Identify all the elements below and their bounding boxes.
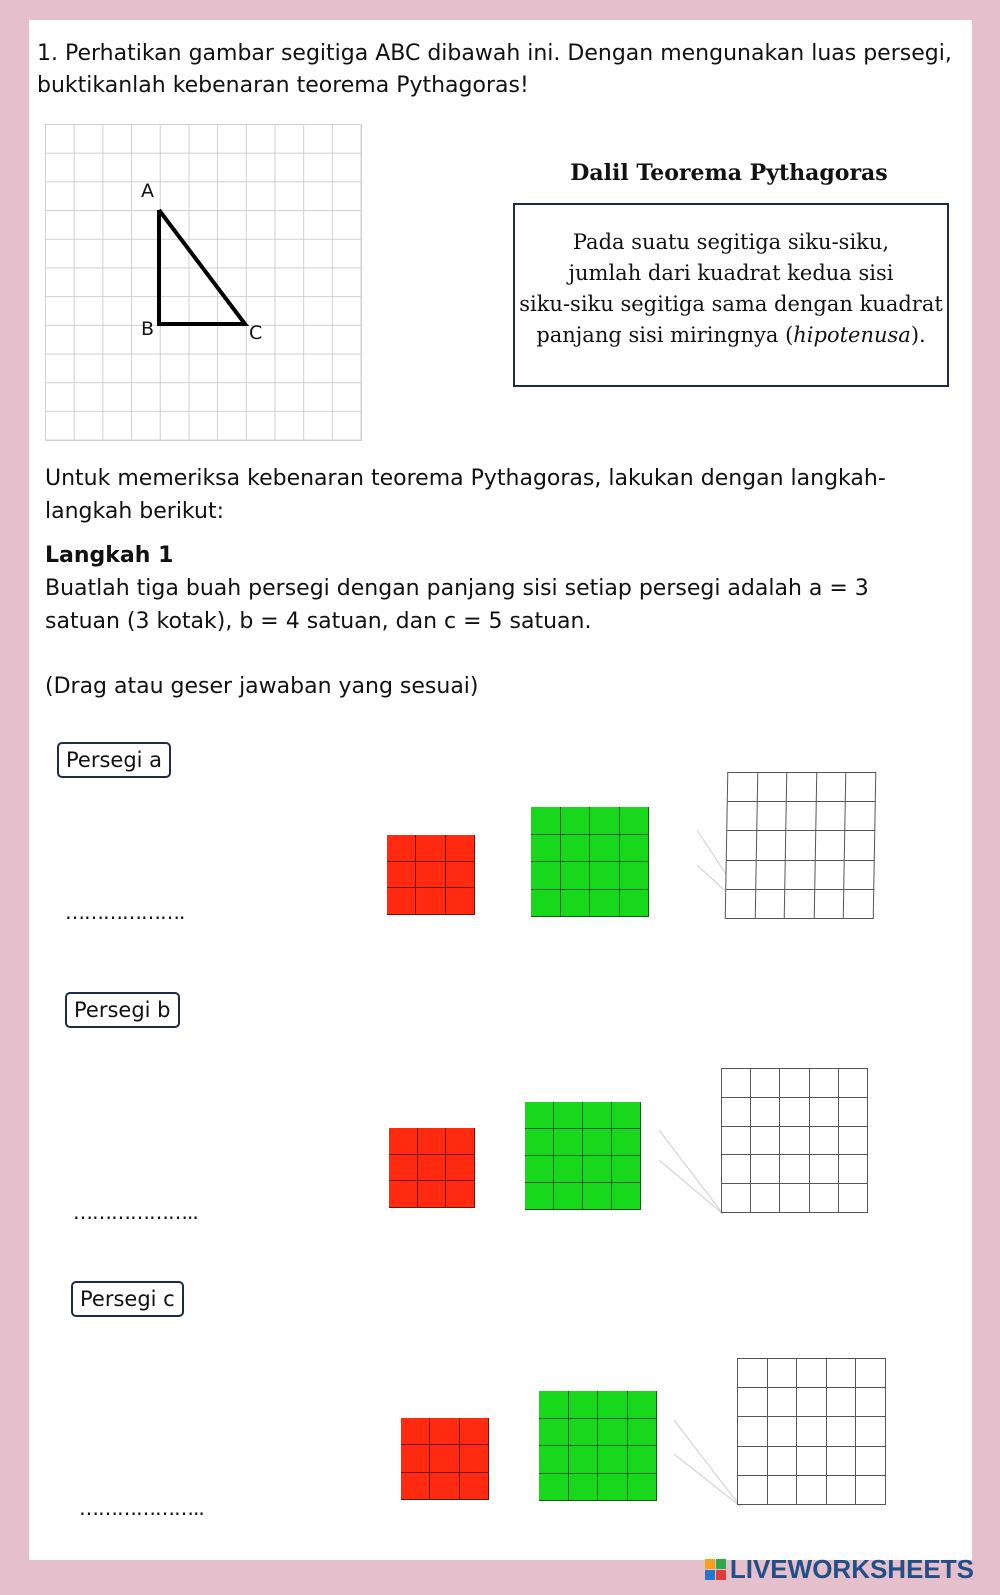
square-cell	[446, 1181, 475, 1208]
square-cell	[612, 1183, 641, 1210]
square-cell	[628, 1474, 658, 1502]
square-cell	[416, 862, 445, 889]
square-cell	[539, 1419, 569, 1447]
square-cell	[583, 1129, 612, 1156]
dalil-line: panjang sisi miringnya (hipotenusa).	[536, 323, 926, 347]
square-cell	[525, 1129, 554, 1156]
square-cell	[531, 862, 561, 890]
square-cell	[846, 802, 876, 831]
square-cell	[751, 1098, 780, 1127]
square-cell	[569, 1391, 599, 1419]
square-cell	[810, 1098, 839, 1127]
decorative-lines	[659, 1120, 725, 1216]
square-cell	[389, 1128, 418, 1155]
square-cell	[539, 1391, 569, 1419]
square-cell	[554, 1129, 583, 1156]
square-cell	[446, 1155, 475, 1182]
square-cell	[446, 862, 475, 889]
square-cell	[598, 1474, 628, 1502]
green-square-option[interactable]	[525, 1102, 641, 1210]
grid-figure	[45, 124, 362, 441]
square-cell	[554, 1183, 583, 1210]
square-cell	[797, 1476, 827, 1505]
square-cell	[845, 861, 875, 890]
square-cell	[418, 1128, 447, 1155]
square-cell	[727, 831, 757, 860]
dalil-line: jumlah dari kuadrat kedua sisi	[568, 261, 894, 285]
square-cell	[612, 1102, 641, 1129]
square-cell	[768, 1359, 798, 1388]
square-cell	[768, 1447, 798, 1476]
square-cell	[430, 1418, 459, 1445]
label-persegi-b[interactable]: Persegi b	[65, 992, 180, 1028]
question-text: 1. Perhatikan gambar segitiga ABC dibawah ini. Dengan mengunakan luas persegi, buktikanlah kebenaran teorema Pythagoras!	[37, 41, 952, 98]
square-cell	[539, 1446, 569, 1474]
square-cell	[620, 862, 650, 890]
decorative-lines	[674, 1410, 742, 1510]
square-cell	[839, 1184, 868, 1213]
square-cell	[612, 1156, 641, 1183]
square-cell	[756, 831, 786, 860]
square-cell	[460, 1473, 489, 1500]
square-cell	[768, 1417, 798, 1446]
square-cell	[726, 890, 756, 919]
square-cell	[810, 1069, 839, 1098]
triangle-abc	[45, 124, 361, 440]
square-cell	[780, 1069, 809, 1098]
square-cell	[827, 1476, 857, 1505]
square-cell	[583, 1183, 612, 1210]
square-cell	[446, 1128, 475, 1155]
vertex-c-label: C	[249, 322, 263, 344]
red-square-option[interactable]	[389, 1128, 475, 1208]
square-cell	[844, 890, 874, 919]
square-cell	[810, 1127, 839, 1156]
square-cell	[590, 862, 620, 890]
square-cell	[785, 861, 815, 890]
square-cell	[827, 1447, 857, 1476]
square-cell	[460, 1445, 489, 1472]
square-cell	[751, 1155, 780, 1184]
dalil-line: siku-siku segitiga sama dengan kuadrat	[519, 292, 943, 316]
red-square-option[interactable]	[401, 1418, 489, 1500]
square-cell	[561, 890, 591, 918]
square-cell	[780, 1155, 809, 1184]
answer-blank-c[interactable]: ………………..	[79, 1496, 204, 1520]
square-cell	[569, 1474, 599, 1502]
square-cell	[810, 1155, 839, 1184]
square-cell	[628, 1391, 658, 1419]
square-cell	[726, 861, 756, 890]
square-cell	[817, 773, 847, 802]
dalil-box	[513, 203, 949, 387]
square-cell	[738, 1476, 768, 1505]
square-cell	[856, 1417, 886, 1446]
square-cell	[531, 807, 561, 835]
square-cell	[856, 1447, 886, 1476]
square-cell	[846, 773, 876, 802]
square-cell	[525, 1183, 554, 1210]
square-cell	[583, 1102, 612, 1129]
square-cell	[561, 807, 591, 835]
square-cell	[418, 1181, 447, 1208]
square-cell	[755, 890, 785, 919]
red-square-option[interactable]	[387, 835, 475, 915]
square-cell	[539, 1474, 569, 1502]
square-cell	[856, 1359, 886, 1388]
square-cell	[738, 1447, 768, 1476]
square-cell	[738, 1388, 768, 1417]
square-cell	[757, 773, 787, 802]
square-cell	[387, 888, 416, 915]
square-cell	[554, 1102, 583, 1129]
square-cell	[561, 862, 591, 890]
square-cell	[583, 1156, 612, 1183]
square-cell	[722, 1127, 751, 1156]
square-cell	[728, 773, 758, 802]
square-cell	[554, 1156, 583, 1183]
logo-text: LIVEWORKSHEETS	[729, 1554, 974, 1584]
square-cell	[839, 1098, 868, 1127]
square-cell	[786, 831, 816, 860]
square-cell	[628, 1446, 658, 1474]
white-square-option[interactable]	[725, 772, 877, 919]
square-cell	[768, 1388, 798, 1417]
square-cell	[816, 831, 846, 860]
step-text: Buatlah tiga buah persegi dengan panjang sisi setiap persegi adalah a = 3 satuan (3 kotak), b = 4 satuan, dan c = 5 satuan.	[45, 576, 869, 634]
label-persegi-c[interactable]: Persegi c	[71, 1281, 184, 1317]
square-cell	[839, 1069, 868, 1098]
square-cell	[797, 1388, 827, 1417]
square-cell	[786, 802, 816, 831]
square-cell	[797, 1359, 827, 1388]
square-cell	[722, 1184, 751, 1213]
step-title: Langkah 1	[45, 543, 174, 568]
vertex-b-label: B	[141, 318, 155, 340]
square-cell	[430, 1473, 459, 1500]
square-cell	[612, 1129, 641, 1156]
square-cell	[810, 1184, 839, 1213]
vertex-a-label: A	[141, 180, 154, 202]
square-cell	[839, 1155, 868, 1184]
square-cell	[738, 1359, 768, 1388]
square-cell	[856, 1476, 886, 1505]
square-cell	[816, 802, 846, 831]
worksheet-page	[29, 20, 972, 1560]
square-cell	[389, 1155, 418, 1182]
square-cell	[797, 1447, 827, 1476]
square-cell	[590, 835, 620, 863]
square-cell	[590, 890, 620, 918]
square-cell	[827, 1359, 857, 1388]
square-cell	[598, 1419, 628, 1447]
square-cell	[722, 1098, 751, 1127]
step-instruction: (Drag atau geser jawaban yang sesuai)	[45, 674, 479, 699]
square-cell	[757, 802, 787, 831]
square-cell	[569, 1446, 599, 1474]
square-cell	[780, 1184, 809, 1213]
square-cell	[430, 1445, 459, 1472]
square-cell	[531, 835, 561, 863]
square-cell	[416, 888, 445, 915]
square-cell	[815, 890, 845, 919]
square-cell	[460, 1418, 489, 1445]
intro-text: Untuk memeriksa kebenaran teorema Pythagoras, lakukan dengan langkah-langkah berikut:	[45, 466, 886, 524]
square-cell	[416, 835, 445, 862]
square-cell	[569, 1419, 599, 1447]
square-cell	[389, 1181, 418, 1208]
square-cell	[785, 890, 815, 919]
square-cell	[797, 1417, 827, 1446]
square-cell	[628, 1419, 658, 1447]
square-cell	[401, 1418, 430, 1445]
square-cell	[756, 861, 786, 890]
green-square-option[interactable]	[531, 807, 649, 917]
square-cell	[839, 1127, 868, 1156]
square-cell	[620, 807, 650, 835]
liveworksheets-logo-icon	[705, 1559, 726, 1580]
square-cell	[780, 1127, 809, 1156]
square-cell	[598, 1391, 628, 1419]
square-cell	[751, 1069, 780, 1098]
square-cell	[525, 1156, 554, 1183]
answer-blank-a[interactable]: ……………….	[65, 900, 185, 924]
white-square-option[interactable]	[737, 1358, 886, 1505]
square-cell	[768, 1476, 798, 1505]
square-cell	[531, 890, 561, 918]
square-cell	[722, 1155, 751, 1184]
square-cell	[446, 888, 475, 915]
dalil-line: Pada suatu segitiga siku-siku,	[572, 230, 890, 254]
square-cell	[845, 831, 875, 860]
square-cell	[598, 1446, 628, 1474]
green-square-option[interactable]	[539, 1391, 657, 1501]
square-cell	[827, 1388, 857, 1417]
square-cell	[590, 807, 620, 835]
square-cell	[387, 835, 416, 862]
liveworksheets-logo[interactable]	[705, 1554, 974, 1585]
square-cell	[401, 1473, 430, 1500]
square-cell	[561, 835, 591, 863]
square-cell	[620, 890, 650, 918]
square-cell	[751, 1184, 780, 1213]
square-cell	[401, 1445, 430, 1472]
square-cell	[727, 802, 757, 831]
dalil-title: Dalil Teorema Pythagoras	[570, 160, 888, 186]
square-cell	[787, 773, 817, 802]
square-cell	[738, 1417, 768, 1446]
square-cell	[722, 1069, 751, 1098]
answer-blank-b[interactable]: ………………..	[73, 1200, 198, 1224]
square-cell	[446, 835, 475, 862]
square-cell	[856, 1388, 886, 1417]
square-cell	[620, 835, 650, 863]
square-cell	[780, 1098, 809, 1127]
white-square-option[interactable]	[721, 1068, 868, 1213]
label-persegi-a[interactable]: Persegi a	[57, 742, 171, 778]
square-cell	[815, 861, 845, 890]
square-cell	[418, 1155, 447, 1182]
square-cell	[751, 1127, 780, 1156]
square-cell	[387, 862, 416, 889]
square-cell	[525, 1102, 554, 1129]
square-cell	[827, 1417, 857, 1446]
